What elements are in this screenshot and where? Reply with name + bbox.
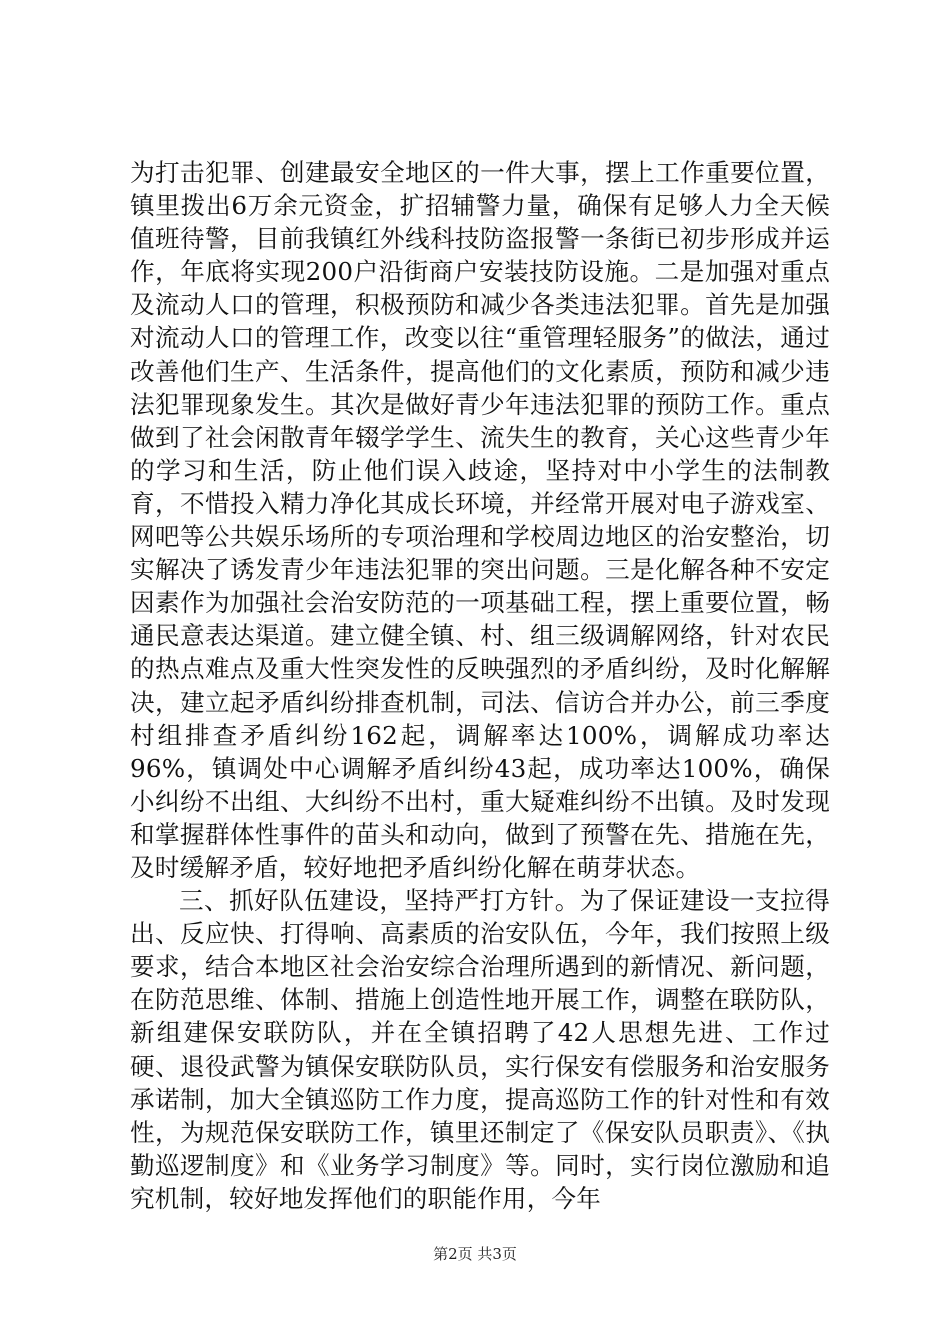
paragraph-2: 三、抓好队伍建设，坚持严打方针。为了保证建设一支拉得出、反应快、打得响、高素质的治安队伍，今年，我们按照上级要求，结合本地区社会治安综合治理所遇到的新情况、新问题，在防范思维、体制、措施上创造性地开展工作，调整在联防队，新组建保安联防队，并在全镇招聘了42人思想先进、工作过硬、退役武警为镇保安联防队员，实行保安有偿服务和治安服务承诺制，加大全镇巡防工作力度，提高巡防工作的针对性和有效性，为规范保安联防工作，镇里还制定了《保安队员职责》、《执勤巡逻制度》和《业务学习制度》等。同时，实行岗位激励和追究机制，较好地发挥他们的职能作用，今年: [130, 886, 830, 1213]
page-footer: 第2页 共3页: [433, 1245, 517, 1263]
document-body: [130, 156, 830, 1215]
paragraph-1: 为打击犯罪、创建最安全地区的一件大事，摆上工作重要位置，镇里拨出6万余元资金，扩招辅警力量，确保有足够人力全天候值班待警，目前我镇红外线科技防盗报警一条街已初步形成并运作，年底将实现200户沿街商户安装技防设施。二是加强对重点及流动人口的管理，积极预防和减少各类违法犯罪。首先是加强对流动人口的管理工作，改变以往“重管理轻服务”的做法，通过改善他们生产、生活条件，提高他们的文化素质，预防和减少违法犯罪现象发生。其次是做好青少年违法犯罪的预防工作。重点做到了社会闲散青年辍学学生、流失生的教育，关心这些青少年的学习和生活，防止他们误入歧途，坚持对中小学生的法制教育，不惜投入精力净化其成长环境，并经常开展对电子游戏室、网吧等公共娱乐场所的专项治理和学校周边地区的治安整治，切实解决了诱发青少年违法犯罪的突出问题。三是化解各种不安定因素作为加强社会治安防范的一项基础工程，摆上重要位置，畅通民意表达渠道。建立健全镇、村、组三级调解网络，针对农民的热点难点及重大性突发性的反映强烈的矛盾纠纷，及时化解解决，建立起矛盾纠纷排查机制，司法、信访合并办公，前三季度村组排查矛盾纠纷162起，调解率达100%，调解成功率达96%，镇调处中心调解矛盾纠纷43起，成功率达100%，确保小纠纷不出组、大纠纷不出村，重大疑难纠纷不出镇。及时发现和掌握群体性事件的苗头和动向，做到了预警在先、措施在先，及时缓解矛盾，较好地把矛盾纠纷化解在萌芽状态。: [130, 158, 830, 882]
